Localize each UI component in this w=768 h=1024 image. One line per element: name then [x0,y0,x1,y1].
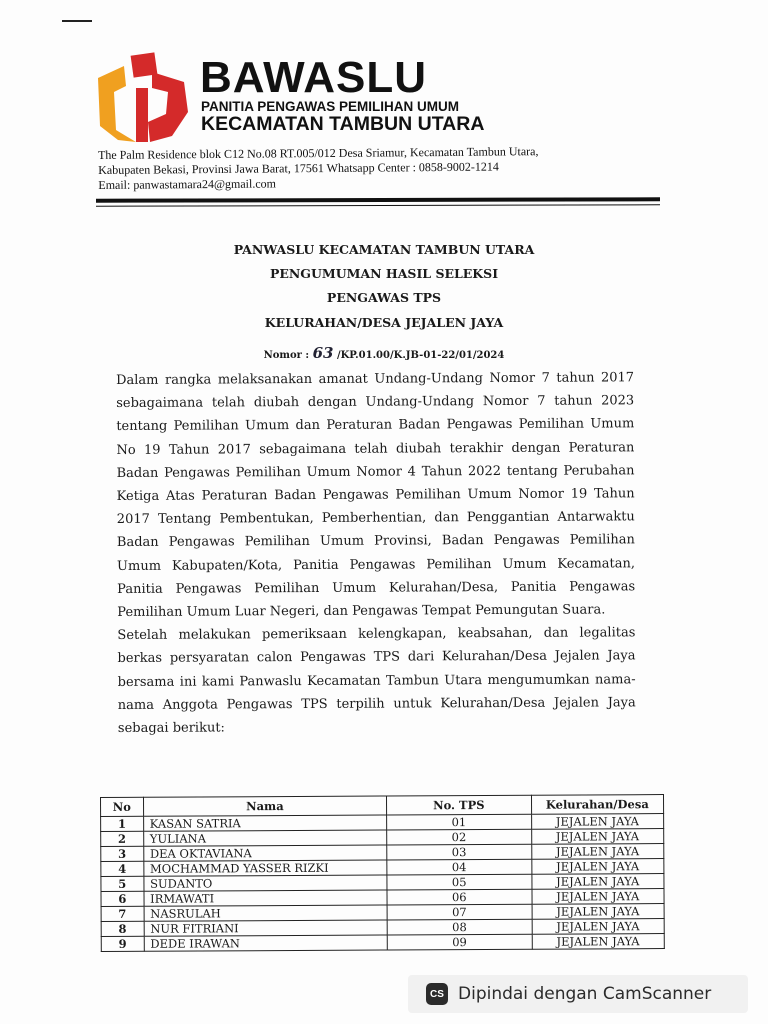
cell-kelurahan: JEJALEN JAYA [531,874,664,890]
cell-tps: 04 [387,859,532,875]
title-line-4: KELURAHAN/DESA JEJALEN JAYA [264,315,504,330]
cell-name: DEDE IRAWAN [144,935,387,951]
cell-name: IRMAWATI [144,890,387,906]
cell-name: NUR FITRIANI [144,920,387,936]
cell-name: NASRULAH [144,905,387,921]
cell-kelurahan: JEJALEN JAYA [531,829,664,845]
address-line: Kabupaten Bekasi, Provinsi Jawa Barat, 17561 Whatsapp Center : 0858-9002-1214 [98,159,499,177]
camscanner-icon: CS [426,983,448,1005]
title-line-1: PANWASLU KECAMATAN TAMBUN UTARA [233,242,535,257]
cell-tps: 06 [387,889,532,905]
camscanner-label: Dipindai dengan CamScanner [458,984,712,1004]
cell-kelurahan: JEJALEN JAYA [531,844,664,860]
letterhead-divider-thick [96,197,660,202]
title-line-2: PENGUMUMAN HASIL SELEKSI [269,266,499,281]
cell-no: 4 [101,861,144,876]
cell-tps: 01 [387,814,532,830]
cell-no: 9 [101,936,144,951]
body-paragraph-2: Setelah melakukan pemeriksaan kelengkapan, keabsahan, dan legalitas berkas persyaratan calon Pengawas TPS dari Kelurahan/Desa Jejalen Jaya bersama ini kami Panwaslu Kecamatan Tambun Utara mengumumkan nama-nama Anggota Pengawas TPS terpilih untuk Kelurahan/Desa Jejalen Jaya sebagai berikut: [117,625,636,737]
org-subtitle: PANITIA PENGAWAS PEMILIHAN UMUM [201,99,460,114]
nomor-handwritten: 63 [312,344,334,362]
title-line-3: PENGAWAS TPS [326,290,442,305]
camscanner-badge [408,975,748,1013]
cell-no: 2 [101,831,144,846]
cell-name: KASAN SATRIA [143,815,386,831]
cell-kelurahan: JEJALEN JAYA [532,904,665,920]
cell-name: MOCHAMMAD YASSER RIZKI [143,860,386,876]
address-block [98,143,658,193]
cell-no: 8 [101,921,144,936]
org-district: KECAMATAN TAMBUN UTARA [201,113,485,135]
cell-tps: 03 [387,844,532,860]
email-line: Email: panwastamara24@gmail.com [98,176,277,192]
letterhead-divider-thin [96,204,660,206]
cell-kelurahan: JEJALEN JAYA [532,934,665,950]
cell-kelurahan: JEJALEN JAYA [531,814,664,830]
cell-no: 3 [101,846,144,861]
cell-tps: 08 [387,919,532,935]
cell-kelurahan: JEJALEN JAYA [531,859,664,875]
address-line: The Palm Residence blok C12 No.08 RT.005/012 Desa Sriamur, Kecamatan Tambun Utara, [98,144,539,162]
bawaslu-logo-icon [96,52,192,144]
cell-no: 6 [101,891,144,906]
document-number [0,344,768,362]
nomor-code: /KP.01.00/K.JB-01-22/01/2024 [333,350,505,361]
cell-kelurahan: JEJALEN JAYA [532,919,665,935]
org-name: BAWASLU [200,53,427,102]
cell-name: DEA OKTAVIANA [143,845,386,861]
cell-no: 5 [101,876,144,891]
header-name: Nama [143,796,386,816]
header-kelurahan: Kelurahan/Desa [531,795,664,815]
cell-tps: 09 [387,934,532,950]
nomor-label: Nomor : [263,350,313,361]
table-row [101,934,664,952]
header-no: No [101,797,144,816]
header-tps: No. TPS [386,795,531,815]
cell-name: SUDANTO [144,875,387,891]
corner-mark [62,20,92,22]
cell-name: YULIANA [143,830,386,846]
tps-member-table [100,794,665,952]
table-header-row [101,795,664,817]
cell-tps: 02 [387,829,532,845]
cell-no: 1 [101,816,144,831]
body-text [116,366,636,740]
cell-tps: 07 [387,904,532,920]
cell-kelurahan: JEJALEN JAYA [532,889,665,905]
body-paragraph-1: Dalam rangka melaksanakan amanat Undang-Undang Nomor 7 tahun 2017 sebagaimana telah diubah dengan Undang-Undang Nomor 7 tahun 2023 tentang Pemilihan Umum dan Peraturan Badan Pengawas Pemilihan Umum No 19 Tahun 2017 sebagaimana telah diubah terakhir dengan Peraturan Badan Pengawas Pemilihan Umum Nomor 4 Tahun 2022 tentang Perubahan Ketiga Atas Peraturan Badan Pengawas Pemilihan Umum Nomor 19 Tahun 2017 Tentang Pembentukan, Pemberhentian, dan Penggantian Antarwaktu Badan Pengawas Pemilihan Umum Provinsi, Badan Pengawas Pemilihan Umum Kabupaten/Kota, Panitia Pengawas Pemilihan Umum Kecamatan, Panitia Pengawas Pemilihan Umum Kelurahan/Desa, Panitia Pengawas Pemilihan Umum Luar Negeri, dan Pengawas Tempat Pemungutan Suara. [116,370,636,621]
cell-no: 7 [101,906,144,921]
cell-tps: 05 [387,874,532,890]
